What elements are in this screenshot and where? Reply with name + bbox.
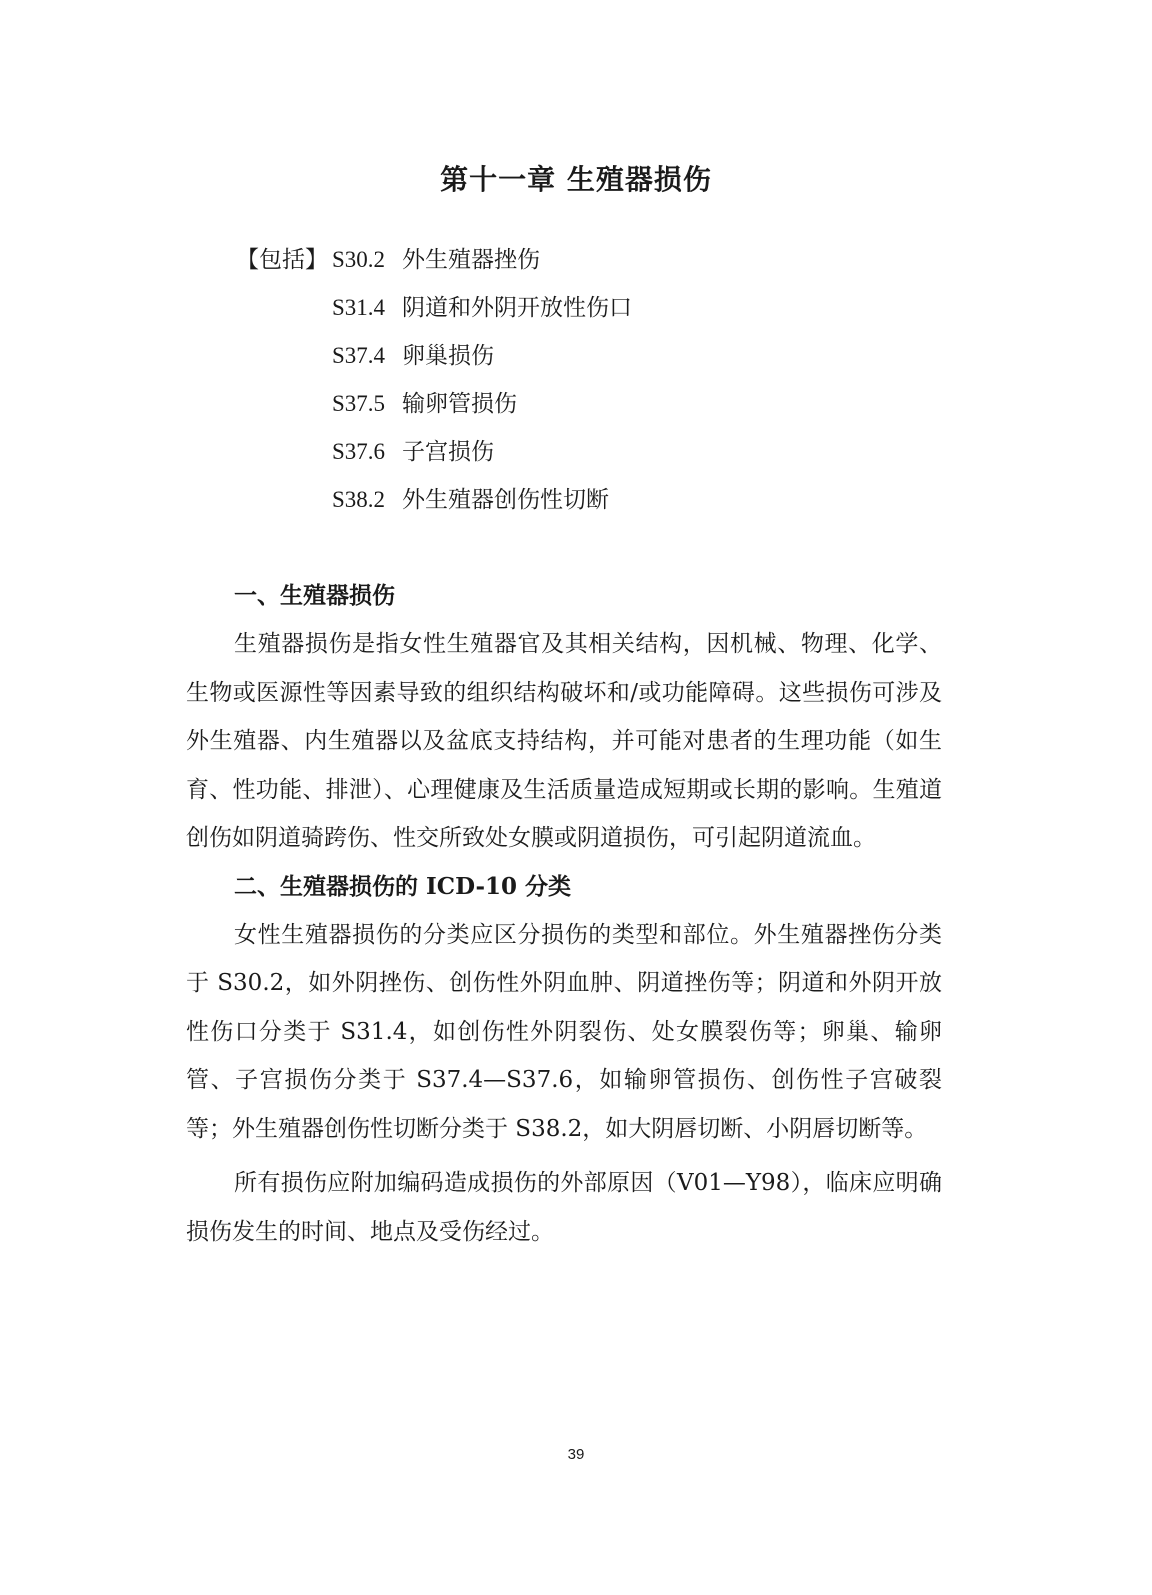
body-text: [186, 572, 942, 1256]
include-text: 外生殖器挫伤: [402, 247, 540, 273]
include-text: 输卵管损伤: [402, 391, 517, 417]
include-code: S37.6: [332, 439, 386, 464]
include-text: 外生殖器创伤性切断: [402, 487, 609, 513]
section-heading: 一、生殖器损伤: [234, 582, 395, 609]
include-code: S37.4: [332, 343, 386, 368]
paragraph: 生殖器损伤是指女性生殖器官及其相关结构，因机械、物理、化学、生物或医源性等因素导致的组织结构破坏和/或功能障碍。这些损伤可涉及外生殖器、内生殖器以及盆底支持结构，并可能对患者的生理功能（如生育、性功能、排泄）、心理健康及生活质量造成短期或长期的影响。生殖道创伤如阴道骑跨伤、性交所致处女膜或阴道损伤，可引起阴道流血。: [186, 631, 942, 851]
paragraph: 所有损伤应附加编码造成损伤的外部原因（V01—Y98），临床应明确损伤发生的时间、地点及受伤经过。: [186, 1170, 942, 1245]
chapter-title: 第十一章 生殖器损伤: [440, 163, 712, 196]
include-text: 子宫损伤: [402, 439, 494, 465]
include-text: 阴道和外阴开放性伤口: [402, 295, 632, 321]
section-heading: 二、生殖器损伤的 ICD-10 分类: [234, 872, 572, 900]
page-number: 39: [567, 1446, 585, 1463]
includes-label: 【包括】: [236, 247, 328, 273]
include-text: 卵巢损伤: [402, 343, 494, 369]
include-code: S37.5: [332, 391, 386, 416]
include-code: S30.2: [332, 247, 386, 272]
include-code: S31.4: [332, 295, 386, 320]
include-code: S38.2: [332, 487, 386, 512]
paragraph: 女性生殖器损伤的分类应区分损伤的类型和部位。外生殖器挫伤分类于 S30.2，如外阴挫伤、创伤性外阴血肿、阴道挫伤等；阴道和外阴开放性伤口分类于 S31.4，如创伤性外阴裂伤、处女膜裂伤等；卵巢、输卵管、子宫损伤分类于 S37.4—S37.6，如输卵管损伤、创伤性子宫破裂等；外生殖器创伤性切断分类于 S38.2，如大阴唇切断、小阴唇切断等。: [186, 921, 942, 1142]
